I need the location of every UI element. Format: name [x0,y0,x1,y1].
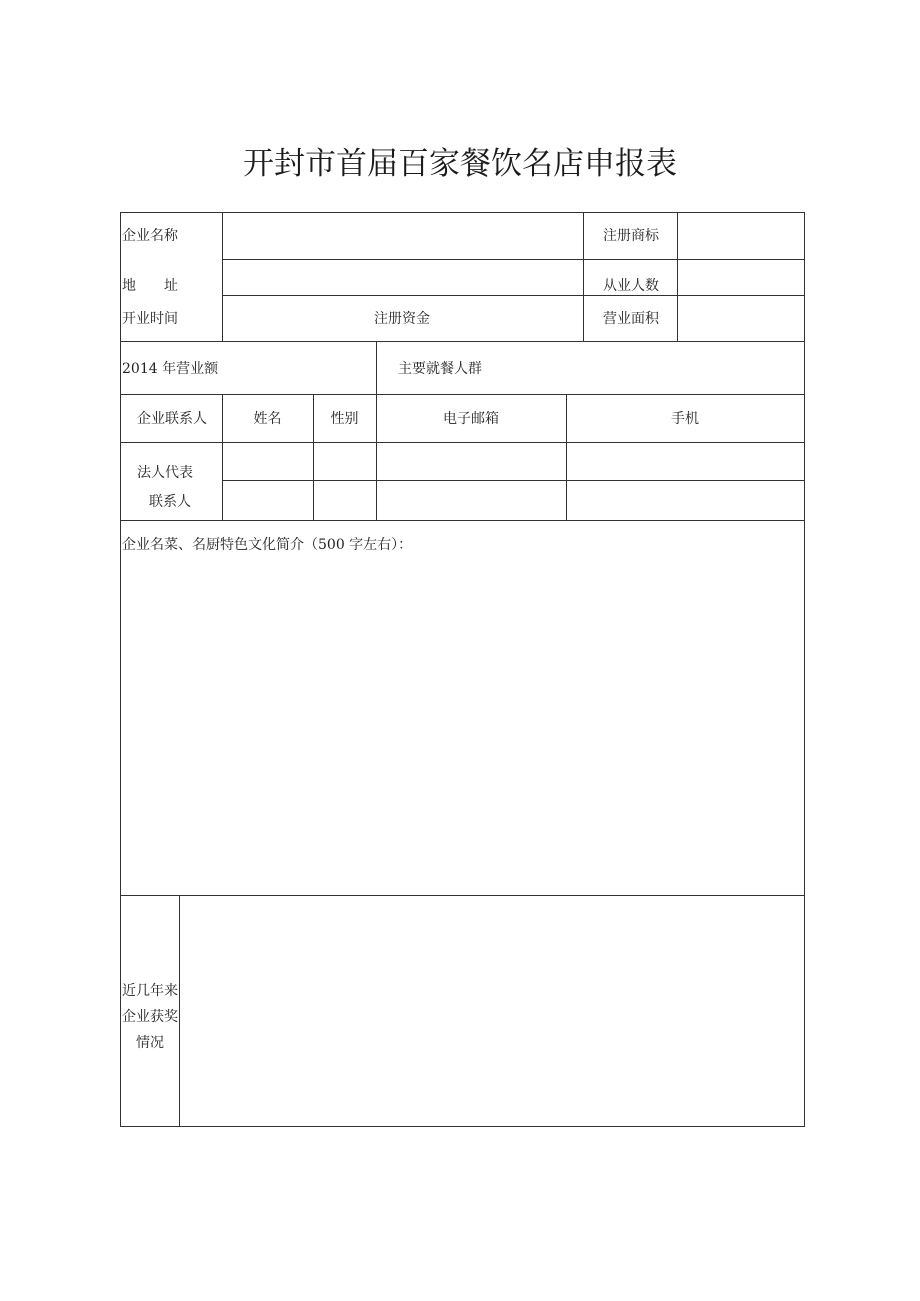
contact-person-gender-field[interactable] [314,481,376,520]
legal-rep-email-field[interactable] [377,443,566,480]
legal-rep-gender-field[interactable] [314,443,376,480]
address-label: 地 址 [122,278,178,294]
business-area-label: 营业面积 [603,311,659,327]
trademark-field[interactable] [678,213,804,259]
intro-textarea[interactable] [121,560,804,895]
legal-rep-label: 法人代表 [137,465,193,481]
company-name-label: 企业名称 [122,228,178,244]
contact-person-email-field[interactable] [377,481,566,520]
contact-person-label: 联系人 [149,494,191,510]
main-customers-label: 主要就餐人群 [398,361,482,377]
opening-time-label: 开业时间 [122,311,178,327]
revenue-2014-label: 2014 年营业额 [122,361,219,377]
company-name-field[interactable] [223,213,583,259]
employees-label: 从业人数 [603,278,659,294]
contact-header-label: 企业联系人 [137,411,207,427]
email-header: 电子邮箱 [443,411,499,427]
awards-label-line1: 近几年来 [122,983,178,999]
employees-field[interactable] [678,260,804,295]
form-title: 开封市首届百家餐饮名店申报表 [243,146,677,182]
registered-capital-label: 注册资金 [374,311,430,327]
table-border-bottom [120,1126,805,1127]
contact-person-phone-field[interactable] [567,481,804,520]
intro-label: 企业名菜、名厨特色文化简介（500 字左右）： [122,537,413,553]
awards-textarea[interactable] [180,896,804,1126]
awards-label-line2: 企业获奖 [122,1009,178,1025]
business-area-field[interactable] [678,296,804,341]
trademark-label: 注册商标 [603,228,659,244]
awards-label [121,978,179,1056]
name-header: 姓名 [253,411,282,427]
awards-label-line3: 情况 [136,1035,164,1051]
phone-header: 手机 [671,411,699,427]
table-border-right [804,212,805,1127]
contact-person-name-field[interactable] [223,481,313,520]
address-field[interactable] [223,260,583,295]
gender-header: 性别 [330,411,359,427]
legal-rep-phone-field[interactable] [567,443,804,480]
column-divider [583,212,584,342]
legal-rep-name-field[interactable] [223,443,313,480]
